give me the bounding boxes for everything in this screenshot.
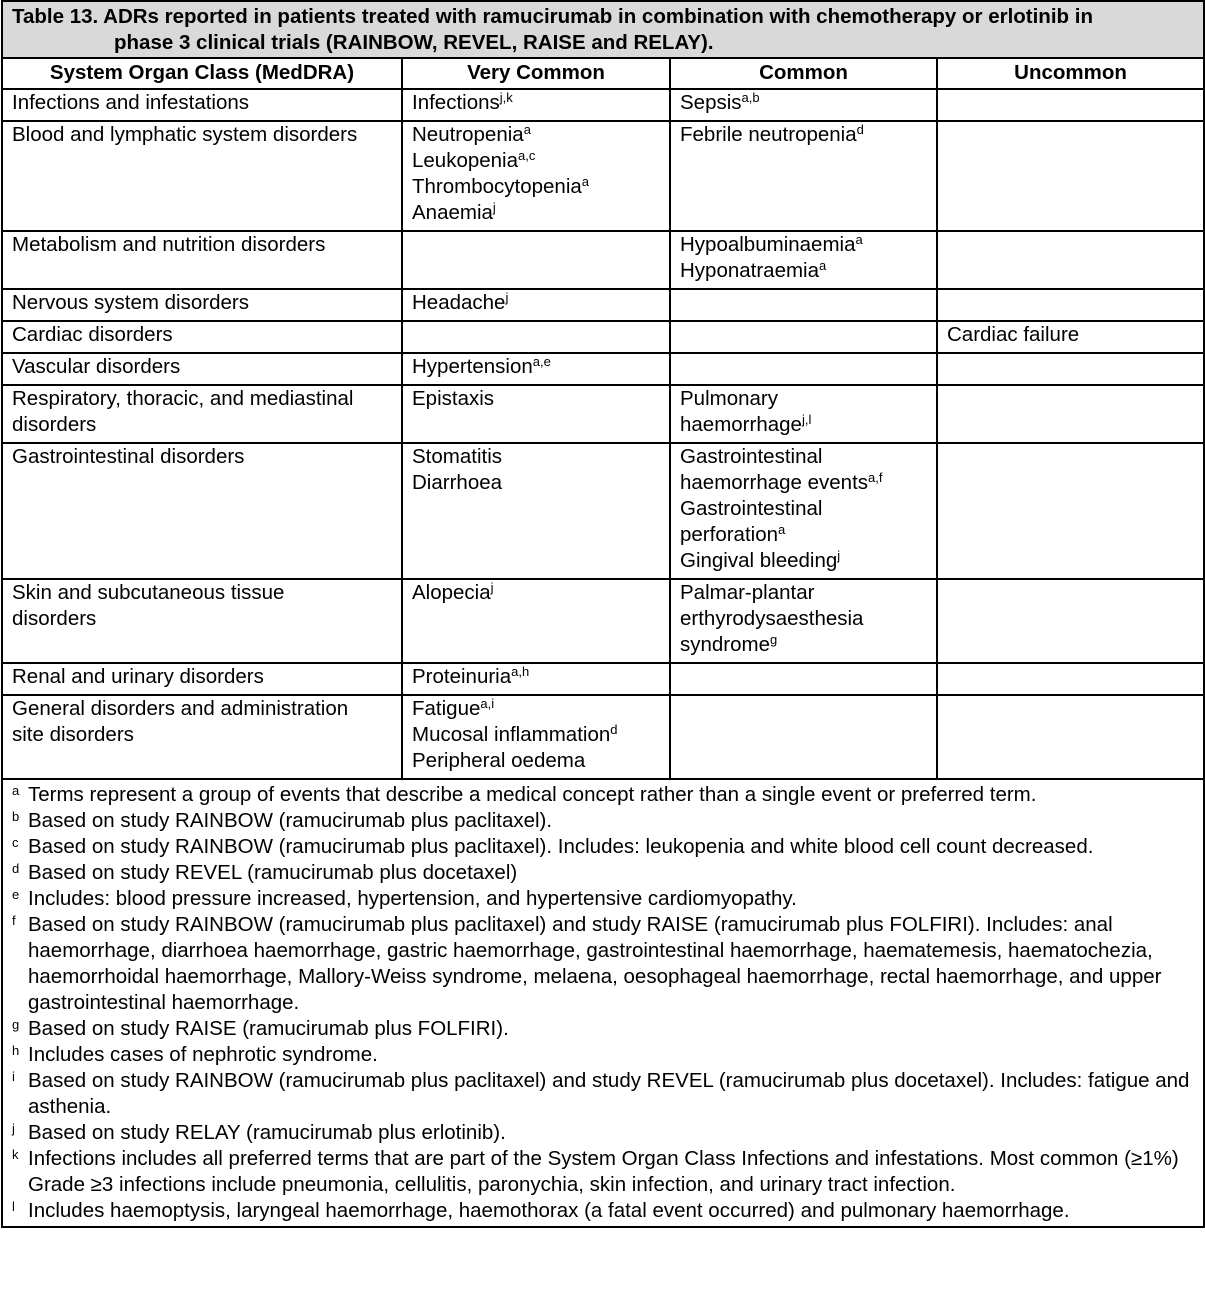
soc-label: General disorders and administration xyxy=(12,697,349,720)
footnote-text: Based on study RAINBOW (ramucirumab plus paclitaxel) and study RAISE (ramucirumab plus FOLFIRI). Includes: anal haemorrhage, diarrhoea haemorrhage, gastric haemorrhage, gastrointestinal haemorrhage, haematemesis, haematochezia, haemorrhoidal haemorrhage, Mallory-Weiss syndrome, melaena, oesophageal haemorrhage, rectal haemorrhage, and upper gastrointestinal haemorrhage. xyxy=(28,913,1162,1014)
very-common-cell xyxy=(402,289,670,321)
header-uncommon: Uncommon xyxy=(937,58,1204,89)
footnote-ref: a xyxy=(855,232,863,247)
adr-term-text: Leukopenia xyxy=(412,149,519,172)
footnotes-row xyxy=(2,779,1204,1227)
common-cell xyxy=(670,289,937,321)
uncommon-cell xyxy=(937,321,1204,353)
very-common-cell xyxy=(402,385,670,443)
uncommon-cell xyxy=(937,663,1204,695)
footnotes xyxy=(2,779,1204,1227)
uncommon-cell xyxy=(937,579,1204,663)
adr-term xyxy=(412,354,661,380)
adr-term-text: Alopecia xyxy=(412,581,491,604)
footnote-mark: l xyxy=(12,1199,15,1214)
table-row xyxy=(2,353,1204,385)
adr-term-text: Gastrointestinal xyxy=(680,445,823,468)
adr-term xyxy=(412,200,661,226)
adr-term-text: Anaemia xyxy=(412,201,493,224)
uncommon-cell xyxy=(937,289,1204,321)
footnote-mark: b xyxy=(12,809,20,824)
common-cell xyxy=(670,663,937,695)
footnote-ref: a,i xyxy=(480,696,495,711)
footnote-ref: a,h xyxy=(511,664,530,679)
soc-cell xyxy=(2,695,402,779)
adr-term xyxy=(412,580,661,606)
adr-term xyxy=(680,470,928,496)
adr-term-text: haemorrhage xyxy=(680,413,802,436)
adr-term-text: Gastrointestinal xyxy=(680,497,823,520)
very-common-cell xyxy=(402,663,670,695)
footnote xyxy=(12,912,1195,1016)
very-common-cell xyxy=(402,89,670,121)
uncommon-cell xyxy=(937,385,1204,443)
footnote-text: Based on study RAINBOW (ramucirumab plus paclitaxel). xyxy=(28,809,553,832)
footnote-mark: i xyxy=(12,1069,15,1084)
footnote-mark: e xyxy=(12,887,20,902)
footnote-text: Includes cases of nephrotic syndrome. xyxy=(28,1043,378,1066)
adr-term-text: haemorrhage events xyxy=(680,471,869,494)
footnote xyxy=(12,1146,1195,1198)
adr-term xyxy=(680,412,928,438)
footnote-text: Based on study RAINBOW (ramucirumab plus paclitaxel). Includes: leukopenia and white blood cell count decreased. xyxy=(28,835,1094,858)
adr-term-text: Palmar-plantar xyxy=(680,581,815,604)
adr-term-text: erthyrodysaesthesia xyxy=(680,607,864,630)
adr-term xyxy=(412,386,661,412)
soc-label: Infections and infestations xyxy=(12,91,250,114)
footnote-mark: h xyxy=(12,1043,20,1058)
footnote-ref: a,e xyxy=(532,354,551,369)
soc-label: Skin and subcutaneous tissue xyxy=(12,581,285,604)
adr-term xyxy=(680,496,928,522)
footnote xyxy=(12,886,1195,912)
adr-term xyxy=(412,174,661,200)
footnote-text: Based on study RELAY (ramucirumab plus erlotinib). xyxy=(28,1121,506,1144)
footnote xyxy=(12,1042,1195,1068)
very-common-cell xyxy=(402,353,670,385)
footnote-ref: a xyxy=(581,174,590,189)
uncommon-cell xyxy=(937,443,1204,579)
adr-term-text: Peripheral oedema xyxy=(412,749,586,772)
footnote-ref: a,f xyxy=(868,470,883,485)
footnote-ref: d xyxy=(856,122,864,137)
adr-term-text: Fatigue xyxy=(412,697,481,720)
footnote-ref: a xyxy=(523,122,531,137)
common-cell xyxy=(670,695,937,779)
footnote-text: Based on study REVEL (ramucirumab plus docetaxel) xyxy=(28,861,518,884)
footnote-text: Includes: blood pressure increased, hypertension, and hypertensive cardiomyopathy. xyxy=(28,887,797,910)
common-cell xyxy=(670,121,937,231)
footnote-ref: j xyxy=(505,290,509,305)
soc-label: Blood and lymphatic system disorders xyxy=(12,123,358,146)
soc-label: disorders xyxy=(12,607,97,630)
adr-term-text: Proteinuria xyxy=(412,665,512,688)
adr-term xyxy=(680,258,928,284)
adr-term xyxy=(412,696,661,722)
table-caption xyxy=(2,1,1204,58)
footnote-text: Based on study RAISE (ramucirumab plus FOLFIRI). xyxy=(28,1017,509,1040)
adr-term-text: Cardiac failure xyxy=(947,323,1080,346)
footnote xyxy=(12,1068,1195,1120)
uncommon-cell xyxy=(937,695,1204,779)
soc-label: Cardiac disorders xyxy=(12,323,173,346)
table-body xyxy=(2,89,1204,779)
adr-term-text: perforation xyxy=(680,523,779,546)
adr-term-text: Infections xyxy=(412,91,500,114)
footnote-text: Includes haemoptysis, laryngeal haemorrhage, haemothorax (a fatal event occurred) and pulmonary haemorrhage. xyxy=(28,1199,1070,1222)
table-row xyxy=(2,121,1204,231)
adr-term xyxy=(680,386,928,412)
table-row xyxy=(2,231,1204,289)
header-common: Common xyxy=(670,58,937,89)
footnote xyxy=(12,1120,1195,1146)
soc-label: Respiratory, thoracic, and mediastinal xyxy=(12,387,354,410)
adr-term-text: Gingival bleeding xyxy=(680,549,838,572)
adr-term-text: Febrile neutropenia xyxy=(680,123,857,146)
footnote-ref: a,c xyxy=(518,148,536,163)
adr-term xyxy=(412,148,661,174)
adr-term-text: Hyponatraemia xyxy=(680,259,820,282)
adr-term-text: Sepsis xyxy=(680,91,742,114)
common-cell xyxy=(670,231,937,289)
footnote-ref: j xyxy=(490,580,494,595)
footnote-ref: a xyxy=(819,258,827,273)
soc-cell xyxy=(2,385,402,443)
adr-term xyxy=(680,122,928,148)
soc-label: disorders xyxy=(12,413,97,436)
header-soc: System Organ Class (MedDRA) xyxy=(2,58,402,89)
footnote-mark: j xyxy=(12,1121,15,1136)
soc-cell xyxy=(2,579,402,663)
caption-row xyxy=(2,1,1204,58)
adr-table xyxy=(1,0,1205,1228)
footnote xyxy=(12,782,1195,808)
very-common-cell xyxy=(402,121,670,231)
adr-term xyxy=(680,90,928,116)
table-row xyxy=(2,89,1204,121)
very-common-cell xyxy=(402,695,670,779)
footnote-ref: a xyxy=(778,522,786,537)
soc-cell xyxy=(2,663,402,695)
adr-term-text: Pulmonary xyxy=(680,387,778,410)
soc-cell xyxy=(2,89,402,121)
soc-cell xyxy=(2,121,402,231)
soc-label: Vascular disorders xyxy=(12,355,181,378)
common-cell xyxy=(670,89,937,121)
uncommon-cell xyxy=(937,231,1204,289)
adr-term xyxy=(412,90,661,116)
footnote xyxy=(12,1198,1195,1224)
adr-term-text: Epistaxis xyxy=(412,387,495,410)
caption-line-2: phase 3 clinical trials (RAINBOW, REVEL, RAISE and RELAY). xyxy=(114,31,714,54)
soc-cell xyxy=(2,353,402,385)
adr-term-text: Thrombocytopenia xyxy=(412,175,582,198)
soc-cell xyxy=(2,289,402,321)
table-row xyxy=(2,289,1204,321)
footnote-ref: g xyxy=(770,632,778,647)
uncommon-cell xyxy=(937,121,1204,231)
adr-term xyxy=(680,522,928,548)
table-row xyxy=(2,695,1204,779)
caption-line-1: Table 13. ADRs reported in patients treated with ramucirumab in combination with chemotherapy or erlotinib in xyxy=(12,5,1093,28)
soc-cell xyxy=(2,443,402,579)
footnote-ref: j,k xyxy=(499,90,513,105)
adr-term-text: Neutropenia xyxy=(412,123,524,146)
adr-term xyxy=(412,122,661,148)
table-row xyxy=(2,443,1204,579)
common-cell xyxy=(670,353,937,385)
adr-term xyxy=(412,748,661,774)
footnote xyxy=(12,1016,1195,1042)
table-row xyxy=(2,579,1204,663)
adr-term xyxy=(680,444,928,470)
common-cell xyxy=(670,443,937,579)
adr-term xyxy=(412,470,661,496)
soc-label: Nervous system disorders xyxy=(12,291,249,314)
footnote xyxy=(12,808,1195,834)
adr-term xyxy=(947,322,1195,348)
adr-document xyxy=(1,0,1203,1228)
footnote xyxy=(12,834,1195,860)
soc-cell xyxy=(2,321,402,353)
adr-term xyxy=(412,722,661,748)
footnote-ref: d xyxy=(610,722,618,737)
adr-term xyxy=(680,632,928,658)
footnote-ref: j xyxy=(837,548,841,563)
footnote xyxy=(12,860,1195,886)
header-very-common: Very Common xyxy=(402,58,670,89)
adr-term-text: Mucosal inflammation xyxy=(412,723,611,746)
footnote-ref: j xyxy=(492,200,496,215)
very-common-cell xyxy=(402,443,670,579)
very-common-cell xyxy=(402,579,670,663)
soc-label: site disorders xyxy=(12,723,134,746)
adr-term-text: Stomatitis xyxy=(412,445,502,468)
soc-label: Renal and urinary disorders xyxy=(12,665,264,688)
common-cell xyxy=(670,385,937,443)
uncommon-cell xyxy=(937,89,1204,121)
soc-cell xyxy=(2,231,402,289)
soc-label: Metabolism and nutrition disorders xyxy=(12,233,326,256)
footnote-text: Infections includes all preferred terms that are part of the System Organ Class Infections and infestations. Most common (≥1%) Grade ≥3 infections include pneumonia, cellulitis, paronychia, skin infection, and urinary tract infection. xyxy=(28,1147,1179,1196)
table-row xyxy=(2,321,1204,353)
footnote-ref: j,l xyxy=(801,412,812,427)
footnote-mark: g xyxy=(12,1017,20,1032)
common-cell xyxy=(670,579,937,663)
adr-term xyxy=(680,606,928,632)
adr-term-text: syndrome xyxy=(680,633,771,656)
footnote-mark: a xyxy=(12,783,20,798)
adr-term-text: Headache xyxy=(412,291,506,314)
footnote-mark: c xyxy=(12,835,19,850)
adr-term-text: Diarrhoea xyxy=(412,471,503,494)
uncommon-cell xyxy=(937,353,1204,385)
footnote-mark: d xyxy=(12,861,20,876)
footnote-ref: a,b xyxy=(741,90,760,105)
footnote-mark: k xyxy=(12,1147,19,1162)
adr-term-text: Hypertension xyxy=(412,355,533,378)
adr-term xyxy=(412,290,661,316)
header-row xyxy=(2,58,1204,89)
adr-term xyxy=(680,548,928,574)
very-common-cell xyxy=(402,231,670,289)
adr-term xyxy=(412,444,661,470)
footnote-text: Terms represent a group of events that describe a medical concept rather than a single event or preferred term. xyxy=(28,783,1037,806)
adr-term xyxy=(412,664,661,690)
footnote-mark: f xyxy=(12,913,16,928)
common-cell xyxy=(670,321,937,353)
table-row xyxy=(2,663,1204,695)
adr-term xyxy=(680,580,928,606)
footnote-text: Based on study RAINBOW (ramucirumab plus paclitaxel) and study REVEL (ramucirumab plus docetaxel). Includes: fatigue and asthenia. xyxy=(28,1069,1190,1118)
very-common-cell xyxy=(402,321,670,353)
table-row xyxy=(2,385,1204,443)
adr-term-text: Hypoalbuminaemia xyxy=(680,233,856,256)
adr-term xyxy=(680,232,928,258)
soc-label: Gastrointestinal disorders xyxy=(12,445,245,468)
